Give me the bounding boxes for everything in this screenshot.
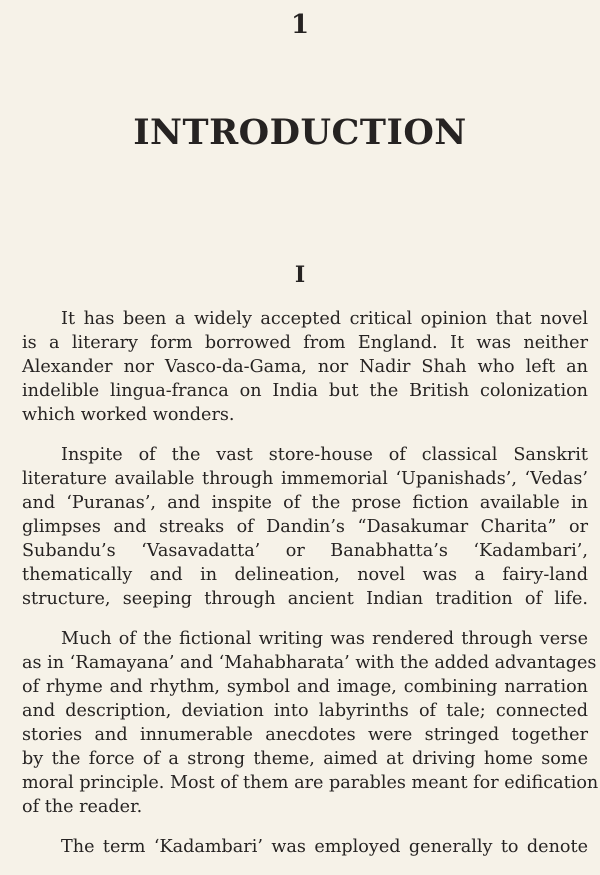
text-line: and description, deviation into labyrinths of tale; connected (22, 701, 588, 721)
text-line: The term ‘Kadambari’ was employed generally to denote (61, 837, 588, 857)
text-line: glimpses and streaks of Dandin’s “Dasakumar Charita” or (22, 517, 588, 537)
text-line: Much of the fictional writing was rendered through verse (61, 629, 588, 649)
text-line: which worked wonders. (22, 405, 235, 425)
text-line: structure, seeping through ancient Indian tradition of life. (22, 589, 588, 609)
text-line: Subandu’s ‘Vasavadatta’ or Banabhatta’s ‘Kadambari’, (22, 541, 588, 561)
text-line: as in ‘Ramayana’ and ‘Mahabharata’ with the added advantages (22, 653, 597, 673)
chapter-number: 1 (290, 10, 310, 40)
paragraph-1 (22, 307, 588, 427)
paragraph-4 (22, 835, 588, 859)
text-line: and ‘Puranas’, and inspite of the prose fiction available in (22, 493, 588, 513)
chapter-title: INTRODUCTION (133, 112, 467, 153)
text-line: indelible lingua-franca on India but the British colonization (22, 381, 588, 401)
paragraph-3 (22, 627, 599, 819)
text-line: moral principle. Most of them are parables meant for edification (22, 773, 599, 793)
text-line: literature available through immemorial ‘Upanishads’, ‘Vedas’ (22, 469, 588, 489)
body-text (22, 307, 599, 875)
text-line: Alexander nor Vasco-da-Gama, nor Nadir Shah who left an (22, 357, 588, 377)
text-line: of rhyme and rhythm, symbol and image, combining narration (22, 677, 588, 697)
section-number: I (294, 262, 306, 288)
text-line: is a literary form borrowed from England. It was neither (22, 333, 588, 353)
paragraph-2 (22, 443, 588, 611)
text-line: of the reader. (22, 797, 143, 817)
text-line: thematically and in delineation, novel was a fairy-land (22, 565, 588, 585)
text-line: It has been a widely accepted critical opinion that novel (61, 309, 588, 329)
text-line: Inspite of the vast store-house of classical Sanskrit (61, 445, 588, 465)
text-line: stories and innumerable anecdotes were stringed together (22, 725, 588, 745)
text-line: by the force of a strong theme, aimed at driving home some (22, 749, 588, 769)
